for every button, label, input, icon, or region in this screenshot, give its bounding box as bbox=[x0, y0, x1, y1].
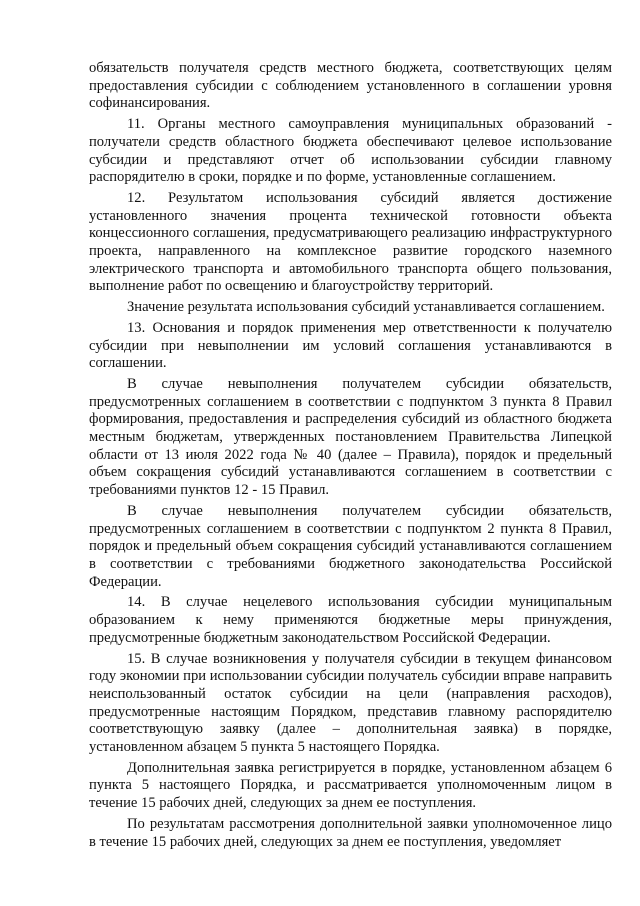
paragraph-item-11: 11. Органы местного самоуправления муниципальных образований - получатели средств областного бюджета обеспечивают целевое использование субсидии и представляют отчет об использовании субсидии главному распорядителю в сроки, порядке и по форме, установленные соглашением. bbox=[89, 116, 612, 186]
paragraph-item-14: 14. В случае нецелевого использования субсидии муниципальным образованием к нему применяются бюджетные меры принуждения, предусмотренные бюджетным законодательством Российской Федерации. bbox=[89, 594, 612, 646]
paragraph-item-13: 13. Основания и порядок применения мер ответственности к получателю субсидии при невыполнении им условий соглашения устанавливаются в соглашении. bbox=[89, 319, 612, 372]
paragraph-result-value: Значение результата использования субсидий устанавливается соглашением. bbox=[127, 299, 605, 316]
paragraph-review-results: По результатам рассмотрения дополнительной заявки уполномоченное лицо в течение 15 рабочих дней, следующих за днем ее поступления, уведомляет bbox=[89, 815, 612, 850]
paragraph-item-13-case-1: В случае невыполнения получателем субсидии обязательств, предусмотренных соглашением в соответствии с подпунктом 3 пункта 8 Правил формирования, предоставления и распределения субсидий из областного бюджета местным бюджетам, утвержденных постановлением Правительства Липецкой области от 13 июля 2022 года № 40 (далее – Правила), порядок и предельный объем сокращения субсидий устанавливаются соглашением в соответствии с требованиями пунктов 12 - 15 Правил. bbox=[89, 375, 612, 499]
paragraph-item-15: 15. В случае возникновения у получателя субсидии в текущем финансовом году экономии при использовании субсидии получатель субсидии вправе направить неиспользованный остаток субсидии на цели (направления расходов), предусмотренные настоящим Порядком, представив главному распорядителю соответствующую заявку (далее – дополнительная заявка) в порядке, установленном абзацем 5 пункта 5 настоящего Порядка. bbox=[89, 650, 612, 756]
paragraph-continuation: обязательств получателя средств местного бюджета, соответствующих целям предоставления субсидии с соблюдением установленного в соглашении уровня софинансирования. bbox=[89, 60, 612, 112]
paragraph-item-13-case-2: В случае невыполнения получателем субсидии обязательств, предусмотренных соглашением в соответствии с подпунктом 2 пункта 8 Правил, порядок и предельный объем сокращения субсидий устанавливаются соглашением в соответствии с требованиями бюджетного законодательства Российской Федерации. bbox=[89, 502, 612, 590]
paragraph-item-12: 12. Результатом использования субсидий является достижение установленного значения процента технической готовности объекта концессионного соглашения, предусматривающего реализацию инфраструктурного проекта, направленного на комплексное развитие городского наземного электрического транспорта и автомобильного транспорта общего пользования, выполнение работ по освещению и благоустройству территорий. bbox=[89, 189, 612, 295]
paragraph-additional-request: Дополнительная заявка регистрируется в порядке, установленном абзацем 6 пункта 5 настоящего Порядка, и рассматривается уполномоченным лицом в течение 15 рабочих дней, следующих за днем ее поступления. bbox=[89, 759, 612, 812]
